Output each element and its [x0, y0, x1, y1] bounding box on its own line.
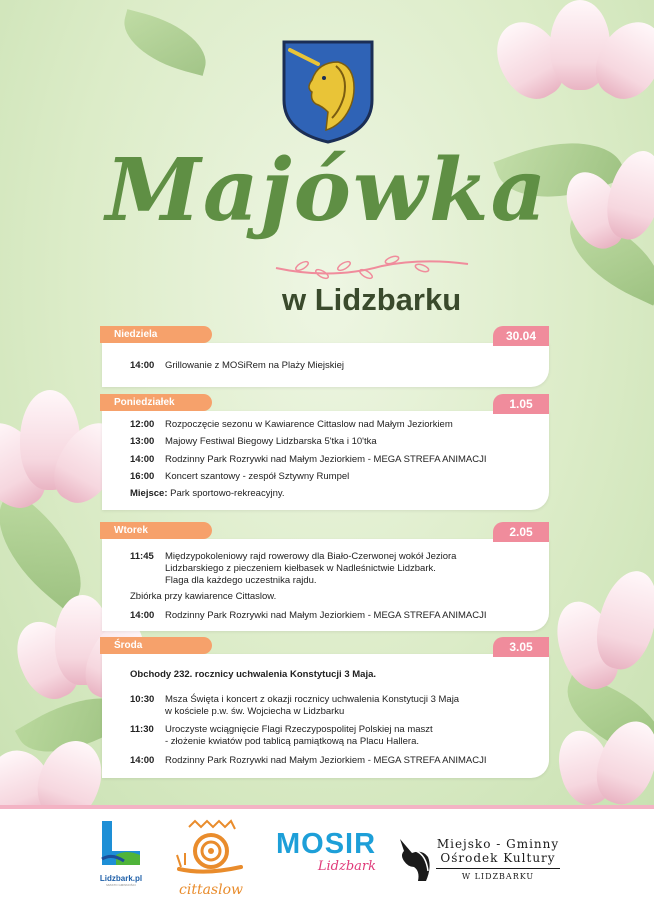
date-label: 2.05	[493, 522, 549, 542]
event-row	[130, 755, 487, 767]
event-row	[130, 436, 377, 448]
unicorn-head-icon	[392, 835, 436, 885]
date-label: 30.04	[493, 326, 549, 346]
event-text: Koncert szantowy - zespół Sztywny Rumpel	[165, 471, 350, 482]
date-label: 3.05	[493, 637, 549, 657]
event-time: 14:00	[130, 360, 155, 371]
event-time: 14:00	[130, 610, 155, 621]
lidzbark-l-icon	[96, 819, 146, 869]
leaf-decoration	[116, 9, 215, 76]
mosir-logo-text: MOSIR	[276, 828, 377, 860]
lidzbark-logo: Lidzbark.pl MIASTO GMINNOŚCI	[96, 819, 146, 891]
place-text: Park sportowo-rekreacyjny.	[170, 488, 285, 499]
day-heading: Obchody 232. rocznicy uchwalenia Konstytucji 3 Maja.	[130, 669, 377, 680]
day-label: Poniedziałek	[100, 394, 212, 411]
event-row	[130, 471, 349, 483]
day-card-tuesday	[102, 525, 549, 631]
gather-row: Zbiórka przy kawiarence Cittaslow.	[130, 591, 277, 602]
event-text: Msza Święta i koncert z okazji rocznicy uchwalenia Konstytucji 3 Maja w kościele p.w. św. Wojciecha w Lidzbarku	[165, 694, 460, 717]
event-row	[130, 419, 453, 431]
mosir-logo	[276, 829, 386, 889]
coat-of-arms-crest	[282, 40, 374, 144]
event-time: 11:30	[130, 724, 154, 735]
poster-title: Majówka	[105, 140, 549, 241]
event-row	[130, 551, 456, 587]
mgok-line1: Miejsko - Gminny	[436, 837, 560, 851]
event-time: 14:00	[130, 454, 155, 465]
flower-decoration	[550, 560, 654, 710]
event-row	[130, 454, 487, 466]
event-text: Uroczyste wciągnięcie Flagi Rzeczypospolitej Polskiej na maszt - złożenie kwiatów pod tablicą pamiątkową na Placu Hallera.	[165, 724, 433, 747]
cittaslow-logo	[175, 817, 247, 898]
cittaslow-logo-text: cittaslow	[179, 882, 243, 898]
event-text: Grillowanie z MOSiRem na Plaży Miejskiej	[165, 360, 344, 371]
event-row	[130, 724, 433, 748]
day-card-monday	[102, 397, 549, 510]
day-card-sunday	[102, 329, 549, 387]
place-row	[130, 488, 285, 499]
vine-ornament	[272, 252, 472, 282]
poster-subtitle: w Lidzbarku	[282, 282, 462, 317]
mgok-line3: W LIDZBARKU	[461, 872, 535, 881]
day-label: Wtorek	[100, 522, 212, 539]
event-time: 16:00	[130, 471, 155, 482]
event-row	[130, 694, 459, 718]
event-time: 14:00	[130, 755, 155, 766]
date-label: 1.05	[493, 394, 549, 414]
event-text: Rozpoczęcie sezonu w Kawiarence Cittaslow nad Małym Jeziorkiem	[165, 419, 453, 430]
event-text: Majowy Festiwal Biegowy Lidzbarska 5'tka i 10'tka	[165, 436, 377, 447]
event-time: 12:00	[130, 419, 155, 430]
day-card-wednesday	[102, 640, 549, 778]
event-text: Rodzinny Park Rozrywki nad Małym Jeziorkiem - MEGA STREFA ANIMACJI	[165, 755, 487, 766]
day-label: Środa	[100, 637, 212, 654]
mgok-line2: Ośrodek Kultury	[436, 851, 560, 869]
sponsor-logos	[0, 809, 654, 912]
event-text: Rodzinny Park Rozrywki nad Małym Jeziorkiem - MEGA STREFA ANIMACJI	[165, 610, 487, 621]
event-time: 13:00	[130, 436, 155, 447]
place-label: Miejsce:	[130, 488, 168, 499]
mgok-logo	[436, 837, 560, 881]
event-text: Rodzinny Park Rozrywki nad Małym Jeziorkiem - MEGA STREFA ANIMACJI	[165, 454, 487, 465]
snail-icon	[175, 817, 247, 877]
flower-decoration	[560, 720, 654, 805]
lidzbark-logo-text: Lidzbark.pl	[99, 874, 143, 883]
flower-decoration	[480, 0, 654, 110]
event-row	[130, 610, 487, 622]
event-time: 11:45	[130, 551, 154, 562]
event-time: 10:30	[130, 694, 155, 705]
event-text: Międzypokoleniowy rajd rowerowy dla Biało-Czerwonej wokół Jeziora Lidzbarskiego z pieczeniem kiełbasek w Nadleśnictwie Lidzbark. Flaga dla każdego uczestnika rajdu.	[165, 551, 457, 586]
day-label: Niedziela	[100, 326, 212, 343]
event-row	[130, 360, 344, 372]
mosir-logo-subtext: Lidzbark	[317, 859, 376, 874]
